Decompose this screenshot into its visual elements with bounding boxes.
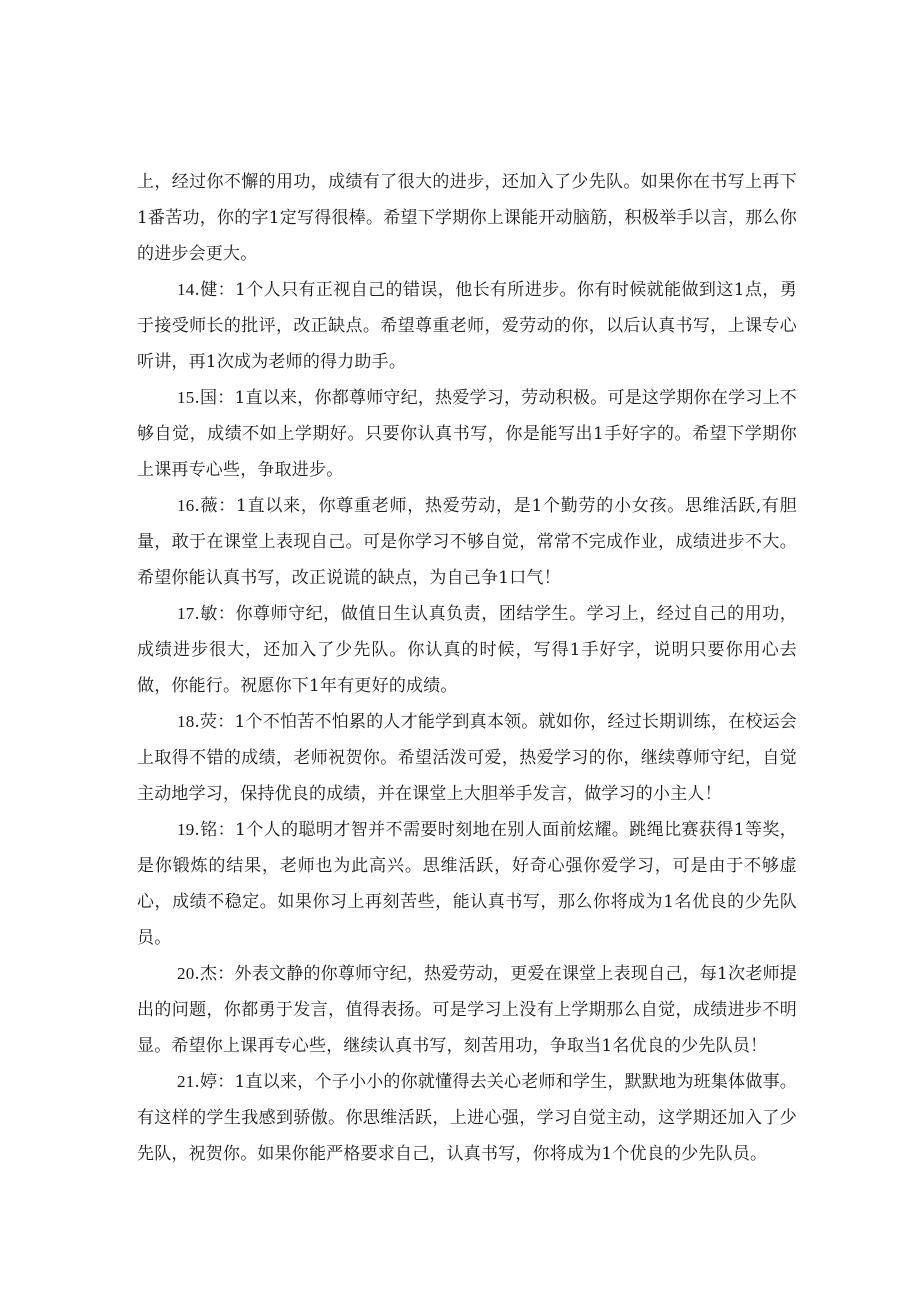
- continuation-paragraph: 上，经过你不懈的用功，成绩有了很大的进步，还加入了少先队。如果你在书写上再下1番苦功，你的字1定写得很棒。希望下学期你上课能开动脑筋，积极举手以言，那么你的进步会更大。: [137, 172, 797, 264]
- entry-number: 16: [177, 496, 195, 515]
- entry-number: 14: [177, 280, 195, 299]
- entry-text: .婷：1直以来，个子小小的你就懂得去关心老师和学生，默默地为班集体做事。有这样的学生我感到骄傲。你思维活跃，上进心强，学习自觉主动，这学期还加入了少先队，祝贺你。如果你能严格要求自己，认真书写，你将成为1个优良的少先队员。: [137, 1072, 797, 1164]
- entry-number: 20: [177, 964, 195, 983]
- entry-number: 21: [177, 1072, 195, 1091]
- entry-text: .荧：1个不怕苦不怕累的人才能学到真本领。就如你，经过长期训练，在校运会上取得不错的成绩，老师祝贺你。希望活泼可爱，热爱学习的你，继续尊师守纪，自觉主动地学习，保持优良的成绩，并在课堂上大胆举手发言，做学习的小主人！: [137, 712, 797, 804]
- entry-text: .敏：你尊师守纪，做值日生认真负责，团结学生。学习上，经过自己的用功，成绩进步很大，还加入了少先队。你认真的时候，写得1手好字，说明只要你用心去做，你能行。祝愿你下1年有更好的成绩。: [137, 604, 797, 696]
- entry-number: 19: [177, 820, 195, 839]
- entry-text: .铭：1个人的聪明才智并不需要时刻地在别人面前炫耀。跳绳比赛获得1等奖，是你锻炼的结果，老师也为此高兴。思维活跃，好奇心强你爱学习，可是由于不够虚心，成绩不稳定。如果你习上再刻苦些，能认真书写，那么你将成为1名优良的少先队员。: [137, 820, 797, 948]
- comment-entry-20: [137, 956, 797, 1064]
- comment-entry-16: [137, 488, 797, 596]
- comment-entry-14: [137, 272, 797, 380]
- entry-number: 18: [177, 712, 195, 731]
- entry-text: .杰：外表文静的你尊师守纪，热爱劳动，更爱在课堂上表现自己，每1次老师提出的问题，你都勇于发言，值得表扬。可是学习上没有上学期那么自觉，成绩进步不明显。希望你上课再专心些，继续认真书写，刻苦用功，争取当1名优良的少先队员！: [137, 964, 797, 1056]
- entry-text: .薇：1直以来，你尊重老师，热爱劳动，是1个勤劳的小女孩。思维活跃,有胆量，敢于在课堂上表现自己。可是你学习不够自觉，常常不完成作业，成绩进步不大。希望你能认真书写，改正说谎的缺点，为自己争1口气！: [137, 496, 797, 588]
- entry-text: .国：1直以来，你都尊师守纪，热爱学习，劳动积极。可是这学期你在学习上不够自觉，成绩不如上学期好。只要你认真书写，你是能写出1手好字的。希望下学期你上课再专心些，争取进步。: [137, 388, 797, 480]
- comment-entry-21: [137, 1064, 797, 1172]
- comment-entry-17: [137, 596, 797, 704]
- comment-entry-18: [137, 704, 797, 812]
- entry-number: 17: [177, 604, 195, 623]
- entry-text: .健：1个人只有正视自己的错误，他长有所进步。你有时候就能做到这1点，勇于接受师长的批评，改正缺点。希望尊重老师，爱劳动的你，以后认真书写，上课专心听讲，再1次成为老师的得力助手。: [137, 280, 797, 372]
- entry-number: 15: [177, 388, 195, 407]
- comment-entry-19: [137, 812, 797, 956]
- document-body: [137, 164, 797, 1172]
- comment-entry-15: [137, 380, 797, 488]
